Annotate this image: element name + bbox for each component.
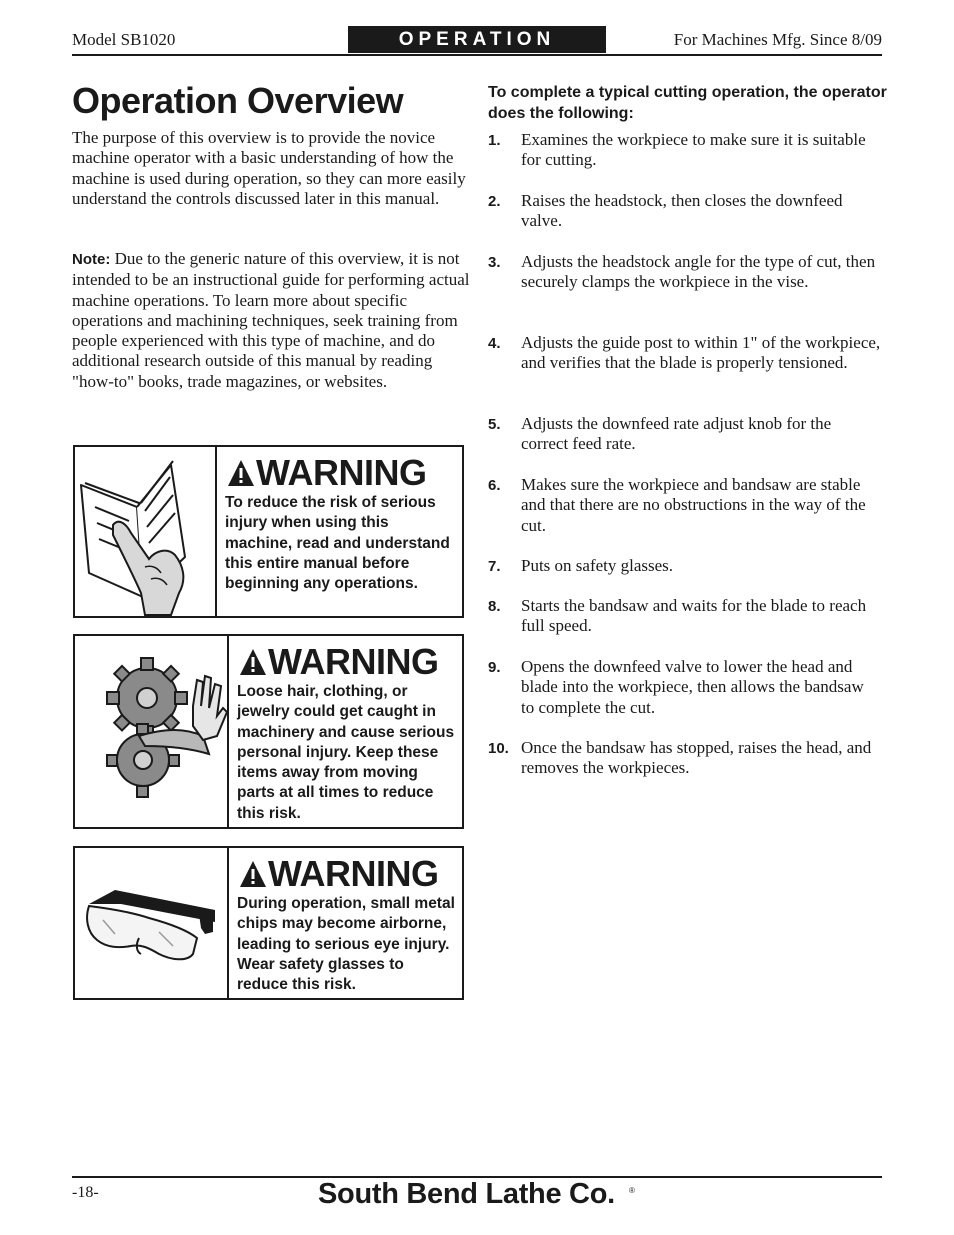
- step-number: 10.: [488, 740, 509, 757]
- step-text: Once the bandsaw has stopped, raises the head, and removes the workpieces.: [521, 738, 872, 778]
- warning-box-manual: [73, 445, 464, 618]
- note-paragraph: [72, 249, 472, 392]
- step-text: Adjusts the guide post to within 1" of the workpiece, and verifies that the blade is properly tensioned.: [521, 333, 881, 373]
- step-number: 3.: [488, 254, 501, 271]
- note-text: Due to the generic nature of this overview, it is not intended to be an instructional guide for performing actual machine operations. To learn more about specific operations and machining techniques, seek training from people experienced with this type of machine, and do additional research outside of this manual by reading "how-to" books, trade magazines, or websites.: [72, 249, 470, 391]
- section-banner: OPERATION: [348, 26, 606, 53]
- brand-logo: South Bend Lathe Co.: [318, 1178, 615, 1210]
- step-text: Adjusts the headstock angle for the type of cut, then securely clamps the workpiece in the vise.: [521, 252, 876, 292]
- warning-message: Loose hair, clothing, or jewelry could get caught in machinery and cause serious personal injury. Keep these items away from moving parts at all times to reduce this risk.: [237, 683, 455, 822]
- warning-heading: [239, 642, 439, 682]
- step-text: Adjusts the downfeed rate adjust knob for the correct feed rate.: [521, 414, 832, 454]
- warning-title: WARNING: [256, 452, 427, 493]
- page-number: -18-: [72, 1184, 99, 1201]
- header-rule: [72, 54, 882, 56]
- step-number: 6.: [488, 477, 501, 494]
- safety-glasses-icon: [75, 848, 229, 998]
- step-number: 8.: [488, 598, 501, 615]
- warning-triangle-icon: [227, 458, 255, 488]
- warning-title: WARNING: [268, 853, 439, 894]
- step-text: Puts on safety glasses.: [521, 556, 674, 575]
- step-text: Makes sure the workpiece and bandsaw are stable and that there are no obstructions in the way of the cut.: [521, 475, 866, 535]
- warning-triangle-icon: [239, 647, 267, 677]
- warning-message: During operation, small metal chips may become airborne, leading to serious eye injury. Wear safety glasses to reduce this risk.: [237, 895, 455, 994]
- warning-content: [217, 447, 462, 616]
- step-number: 2.: [488, 193, 501, 210]
- page-title: Operation Overview: [72, 80, 404, 121]
- step-number: 7.: [488, 558, 501, 575]
- step-number: 1.: [488, 132, 501, 149]
- manual-reading-icon: [75, 447, 217, 616]
- step-number: 4.: [488, 335, 501, 352]
- note-label: Note:: [72, 251, 111, 268]
- warning-heading: [227, 453, 427, 493]
- warning-content: [229, 848, 462, 998]
- warning-box-entanglement: [73, 634, 464, 829]
- step-text: Examines the workpiece to make sure it is suitable for cutting.: [521, 130, 866, 170]
- warning-title: WARNING: [268, 641, 439, 682]
- intro-paragraph: The purpose of this overview is to provide the novice machine operator with a basic understanding of how the machine is used during operation, so they can more easily understand the controls discussed later in this manual.: [72, 128, 466, 208]
- step-text: Starts the bandsaw and waits for the blade to reach full speed.: [521, 596, 867, 636]
- entanglement-gears-icon: [75, 636, 229, 827]
- steps-heading: To complete a typical cutting operation, the operator does the following:: [488, 84, 887, 122]
- warning-triangle-icon: [239, 859, 267, 889]
- page-header: [72, 26, 882, 54]
- step-text: Raises the headstock, then closes the downfeed valve.: [521, 191, 843, 231]
- registered-mark: ®: [629, 1186, 635, 1195]
- warning-message: To reduce the risk of serious injury when using this machine, read and understand this entire manual before beginning any operations.: [225, 494, 450, 593]
- model-label: Model SB1020: [72, 30, 176, 49]
- step-text: Opens the downfeed valve to lower the head and blade into the workpiece, then allows the bandsaw to complete the cut.: [521, 657, 864, 717]
- warning-box-eye-protection: [73, 846, 464, 1000]
- machines-since-label: For Machines Mfg. Since 8/09: [673, 30, 882, 49]
- warning-heading: [239, 854, 439, 894]
- step-number: 5.: [488, 416, 501, 433]
- step-number: 9.: [488, 659, 501, 676]
- warning-content: [229, 636, 462, 827]
